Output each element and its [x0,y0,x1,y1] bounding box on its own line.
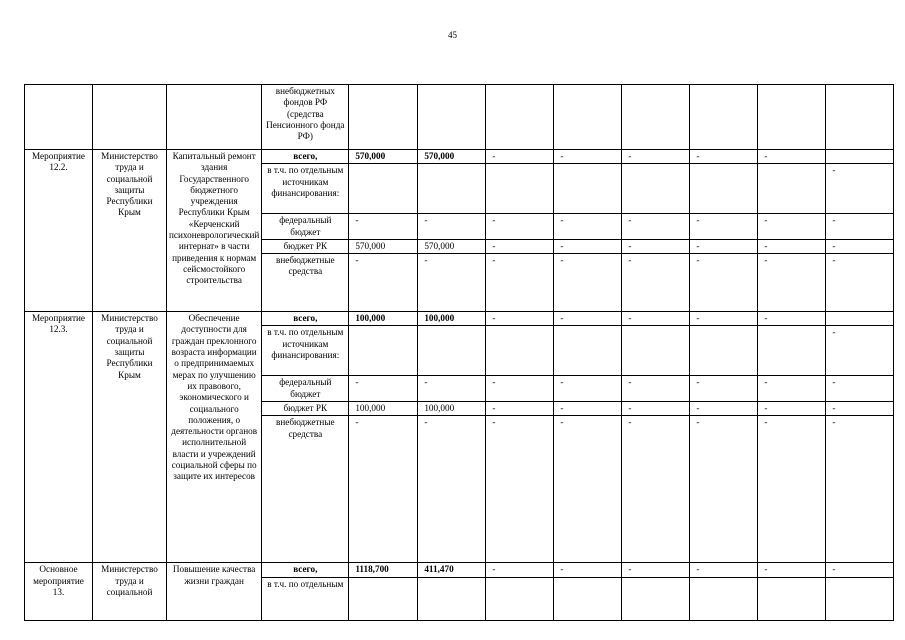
value-cell: - [622,254,690,312]
value-cell: - [622,376,690,402]
value-cell: - [690,563,758,577]
executor-cell: Министерство труда и социальной защиты Республики Крым [93,150,167,312]
source-cell: внебюджетные средства [262,416,349,563]
value-cell: - [554,312,622,326]
source-cell: федеральный бюджет [262,376,349,402]
year-cell: 570,000 [418,239,486,253]
value-cell: - [826,164,894,214]
value-cell: - [622,312,690,326]
value-cell: - [758,563,826,577]
year-cell [418,326,486,376]
value-cell [690,164,758,214]
value-cell: - [758,150,826,164]
value-cell [486,326,554,376]
source-cell: внебюджетных фондов РФ (средства Пенсионного фонда РФ) [262,85,349,150]
value-cell: - [622,563,690,577]
value-cell: - [486,214,554,240]
year-cell: - [418,416,486,563]
year-cell [418,164,486,214]
value-cell: - [486,416,554,563]
value-cell [554,326,622,376]
value-cell [622,164,690,214]
value-cell: - [486,150,554,164]
value-cell: - [826,254,894,312]
value-cell [690,577,758,620]
funding-table [24,84,894,621]
value-cell: - [690,214,758,240]
source-cell: федеральный бюджет [262,214,349,240]
measure-name: Мероприятие 12.2. [25,150,93,312]
year-cell: 411,470 [418,563,486,577]
value-cell: - [622,402,690,416]
source-cell: в т.ч. по отдельным [262,577,349,620]
value-cell [554,577,622,620]
value-cell [826,150,894,164]
year-cell: 100,000 [418,402,486,416]
value-cell: - [690,416,758,563]
value-cell: - [486,312,554,326]
value-cell: - [690,254,758,312]
source-cell: в т.ч. по отдельным источникам финансирования: [262,164,349,214]
value-cell: - [758,376,826,402]
source-cell: бюджет РК [262,402,349,416]
measure-name: Основное мероприятие 13. [25,563,93,620]
value-cell: - [486,254,554,312]
total-cell [349,164,418,214]
total-cell: 570,000 [349,150,418,164]
value-cell: - [554,416,622,563]
total-cell: 1118,700 [349,563,418,577]
total-cell: - [349,376,418,402]
value-cell: - [554,150,622,164]
value-cell: - [622,416,690,563]
total-cell: - [349,214,418,240]
value-cell: - [622,239,690,253]
source-cell: внебюджетные средства [262,254,349,312]
year-cell: 100,000 [418,312,486,326]
year-cell: - [418,254,486,312]
value-cell: - [690,239,758,253]
value-cell: - [486,376,554,402]
total-cell [349,326,418,376]
value-cell: - [758,416,826,563]
total-cell [349,577,418,620]
value-cell: - [758,214,826,240]
total-cell: 100,000 [349,402,418,416]
value-cell [826,312,894,326]
table-row [25,150,894,164]
value-cell [758,164,826,214]
value-cell: - [554,214,622,240]
value-cell: - [486,563,554,577]
year-cell [418,577,486,620]
value-cell: - [690,312,758,326]
value-cell: - [554,239,622,253]
value-cell: - [758,239,826,253]
total-cell: - [349,416,418,563]
value-cell [758,326,826,376]
value-cell: - [622,150,690,164]
year-cell: - [418,214,486,240]
value-cell [690,326,758,376]
value-cell: - [690,150,758,164]
table-row [25,312,894,326]
value-cell: - [486,402,554,416]
value-cell [622,326,690,376]
value-cell: - [826,376,894,402]
total-cell: 100,000 [349,312,418,326]
value-cell: - [554,376,622,402]
value-cell: - [554,254,622,312]
total-cell: - [349,254,418,312]
value-cell: - [826,402,894,416]
value-cell: - [622,214,690,240]
value-cell: - [690,376,758,402]
value-cell: - [826,239,894,253]
value-cell [758,577,826,620]
value-cell [554,164,622,214]
value-cell: - [826,214,894,240]
value-cell: - [826,416,894,563]
source-cell: бюджет РК [262,239,349,253]
value-cell [826,577,894,620]
description-cell: Обеспечение доступности для граждан преклонного возраста информации о предпринимаемых мерах по улучшению их правового, экономического и социального положения, о деятельности органов исполнительной власти и учреждений социальной сферы по защите их интересов [167,312,262,563]
value-cell [622,577,690,620]
value-cell: - [826,563,894,577]
value-cell: - [554,402,622,416]
executor-cell: Министерство труда и социальной [93,563,167,620]
table-row [25,85,894,150]
measure-name: Мероприятие 12.3. [25,312,93,563]
value-cell: - [826,326,894,376]
total-cell: 570,000 [349,239,418,253]
value-cell: - [554,563,622,577]
source-cell: всего, [262,563,349,577]
year-cell: 570,000 [418,150,486,164]
value-cell: - [758,312,826,326]
source-cell: всего, [262,150,349,164]
value-cell [486,577,554,620]
value-cell: - [758,254,826,312]
page-number: 45 [448,30,457,40]
value-cell: - [758,402,826,416]
value-cell: - [690,402,758,416]
description-cell: Повышение качества жизни граждан [167,563,262,620]
value-cell: - [486,239,554,253]
source-cell: в т.ч. по отдельным источникам финансирования: [262,326,349,376]
value-cell [486,164,554,214]
year-cell: - [418,376,486,402]
source-cell: всего, [262,312,349,326]
table-row [25,563,894,577]
executor-cell: Министерство труда и социальной защиты Республики Крым [93,312,167,563]
description-cell: Капитальный ремонт здания Государственного бюджетного учреждения Республики Крым «Керченский психоневрологический интернат» в части приведения к нормам сейсмостойкого строительства [167,150,262,312]
